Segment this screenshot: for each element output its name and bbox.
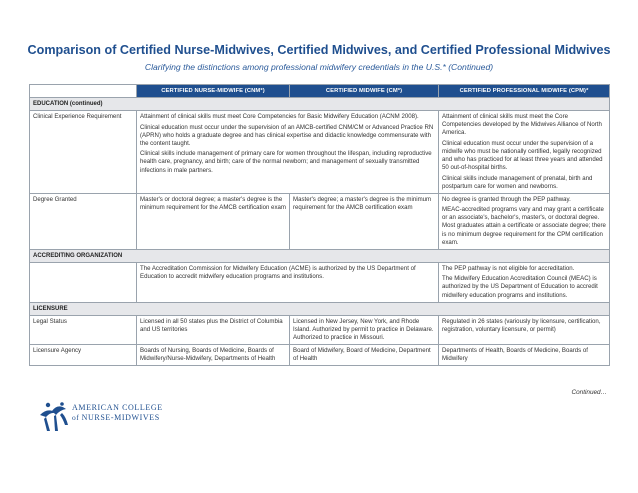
cell-text: Attainment of clinical skills must meet the Core Competencies developed by the Midwives Alliance of North America. bbox=[442, 113, 602, 137]
cell-text: No degree is granted through the PEP pathway. bbox=[442, 195, 571, 203]
row-label: Clinical Experience Requirement bbox=[30, 111, 137, 194]
logo-line-1: AMERICAN COLLEGE bbox=[72, 403, 163, 412]
cell-cnm-cm-clinical bbox=[137, 111, 439, 194]
section-education: EDUCATION (continued) bbox=[30, 98, 610, 111]
header-row bbox=[30, 85, 610, 98]
cell-text: MEAC-accredited programs vary and may grant a certificate or an associate's, bachelor's, master's, or doctoral degree. Most graduates attain a certificate or associate degree; there is no minimum degree requirement for the CPM certification exam. bbox=[442, 206, 606, 246]
cell-text: Clinical skills include management of primary care for women throughout the lifespan, including reproductive health care, pregnancy, and birth; care of the normal newborn; and management of sexually transmitted infections in male partners. bbox=[140, 150, 432, 174]
cell-text: The PEP pathway is not eligible for accreditation. bbox=[442, 264, 575, 272]
row-licensure-agency bbox=[30, 345, 610, 366]
cell-cpm-clinical bbox=[439, 111, 610, 194]
cell-cnm-legal: Licensed in all 50 states plus the District of Columbia and US territories bbox=[137, 315, 290, 344]
cell-cnm-agency: Boards of Nursing, Boards of Medicine, Boards of Midwifery/Nurse-Midwifery, Departments of Health bbox=[137, 345, 290, 366]
row-accrediting bbox=[30, 262, 610, 302]
cell-cpm-degree bbox=[439, 193, 610, 249]
row-label: Licensure Agency bbox=[30, 345, 137, 366]
cell-cpm-accrediting bbox=[439, 262, 610, 302]
cell-cpm-agency: Departments of Health, Boards of Medicine, Boards of Midwifery bbox=[439, 345, 610, 366]
cell-cnm-cm-accrediting: The Accreditation Commission for Midwifery Education (ACME) is authorized by the US Department of Education to accredit midwifery education programs and institutions. bbox=[137, 262, 439, 302]
cell-text: Attainment of clinical skills must meet Core Competencies for Basic Midwifery Education (ACNM 2008). bbox=[140, 113, 419, 121]
cell-text: Clinical education must occur under the supervision of a midwife who must be nationally certified, legally recognized and who has practiced for at least three years and attended 50 out-of-hospital births. bbox=[442, 139, 603, 172]
continued-note: Continued… bbox=[571, 389, 607, 396]
logo-line-3: NURSE-MIDWIVES bbox=[81, 412, 160, 422]
cell-text: Clinical education must occur under the supervision of an AMCB-certified CNM/CM or Advanced Practice RN (APRN) who holds a graduate degree and has clinical expertise and didactic knowledge commensurate with the content taught. bbox=[140, 123, 434, 147]
header-cm: CERTIFIED MIDWIFE (CM*) bbox=[290, 85, 439, 98]
row-label: Legal Status bbox=[30, 315, 137, 344]
row-clinical bbox=[30, 111, 610, 194]
header-cpm: CERTIFIED PROFESSIONAL MIDWIFE (CPM)* bbox=[439, 85, 610, 98]
acnm-logo-text bbox=[72, 403, 163, 422]
section-accrediting: ACCREDITING ORGANIZATION bbox=[30, 249, 610, 262]
cell-text: The Midwifery Education Accreditation Council (MEAC) is authorized by the US Department of Education to accredit midwifery education programs and institutions. bbox=[442, 275, 598, 299]
row-label-empty bbox=[30, 262, 137, 302]
page-subtitle: Clarifying the distinctions among professional midwifery credentials in the U.S.* (Continued) bbox=[144, 62, 494, 72]
header-blank bbox=[30, 85, 137, 98]
cell-cm-degree: Master's degree; a master's degree is the minimum requirement for the AMCB certification exam bbox=[290, 193, 439, 249]
header-cnm: CERTIFIED NURSE-MIDWIFE (CNM*) bbox=[137, 85, 290, 98]
cell-cpm-legal: Regulated in 26 states (variously by licensure, certification, registration, voluntary licensure, or permit) bbox=[439, 315, 610, 344]
comparison-table bbox=[29, 84, 610, 366]
row-label: Degree Granted bbox=[30, 193, 137, 249]
row-legal-status bbox=[30, 315, 610, 344]
cell-cnm-degree: Master's or doctoral degree; a master's degree is the minimum requirement for the AMCB certification exam bbox=[137, 193, 290, 249]
logo-line-2: of bbox=[72, 412, 80, 422]
page-title: Comparison of Certified Nurse-Midwives, Certified Midwives, and Certified Professional Midwives bbox=[27, 43, 611, 57]
cell-cm-legal: Licensed in New Jersey, New York, and Rhode Island. Authorized by permit to practice in Delaware. Authorized to practice in Missouri. bbox=[290, 315, 439, 344]
section-licensure: LICENSURE bbox=[30, 302, 610, 315]
row-degree bbox=[30, 193, 610, 249]
cell-cm-agency: Board of Midwifery, Board of Medicine, Department of Health bbox=[290, 345, 439, 366]
cell-text: Clinical skills include management of prenatal, birth and postpartum care for women and newborns. bbox=[442, 174, 593, 190]
